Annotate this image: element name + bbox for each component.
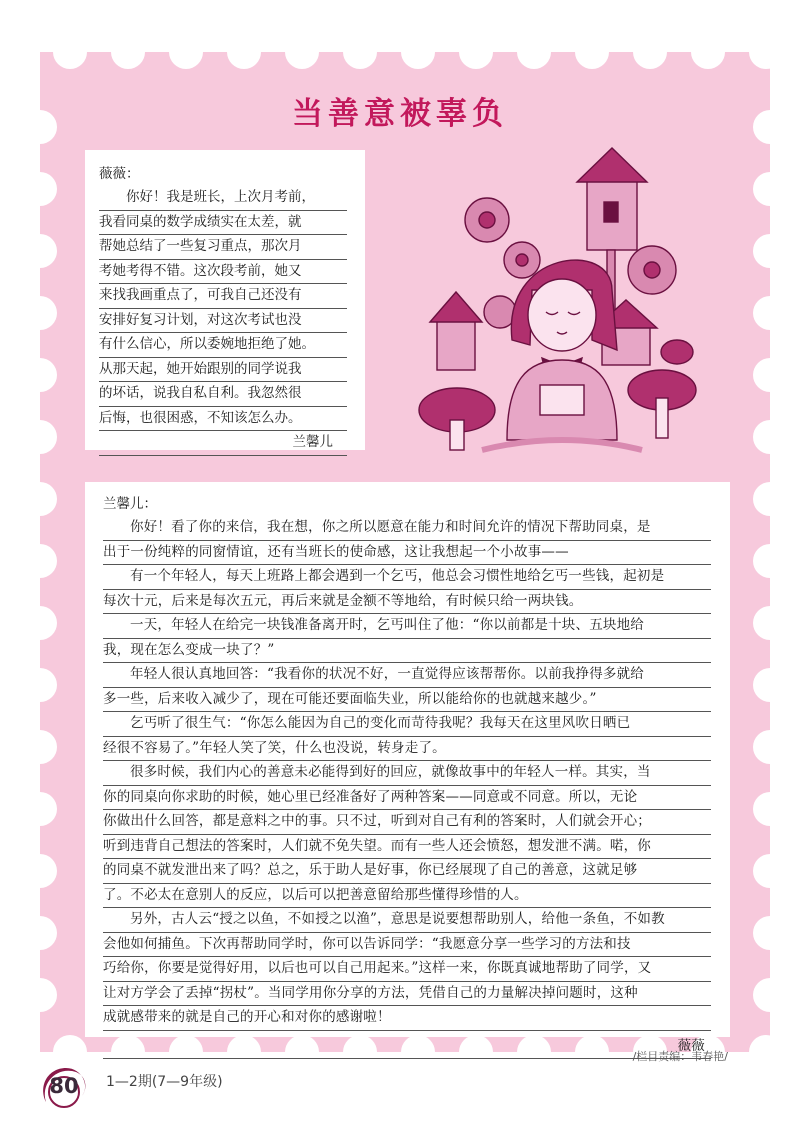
perforation xyxy=(753,482,787,516)
letter1-line: 我看同桌的数学成绩实在太差，就 xyxy=(99,211,347,236)
perforation xyxy=(227,35,261,69)
column-editor: /栏目责编：韦春艳/ xyxy=(632,1050,728,1063)
letter1-line: 考她考得不错。这次段考前，她又 xyxy=(99,260,347,285)
letter2-line: 年轻人很认真地回答：“我看你的状况不好，一直觉得应该帮帮你。以前我挣得多就给 xyxy=(103,663,711,688)
page-number-badge xyxy=(38,1062,90,1114)
perforation xyxy=(23,854,57,888)
letter1-line: 有什么信心，所以委婉地拒绝了她。 xyxy=(99,333,347,358)
letter2-line: 多一些，后来收入减少了，现在可能还要面临失业，所以能给你的也就越来越少。” xyxy=(103,688,711,713)
letter2-line: 我，现在怎么变成一块了？” xyxy=(103,639,711,664)
perforation xyxy=(23,606,57,640)
perforation xyxy=(459,35,493,69)
letter2-line: 你好！看了你的来信，我在想，你之所以愿意在能力和时间允许的情况下帮助同桌，是 xyxy=(103,516,711,541)
perforation xyxy=(753,358,787,392)
perforation xyxy=(23,482,57,516)
letter2-salutation: 兰馨儿： xyxy=(103,496,157,512)
perforation xyxy=(23,420,57,454)
perforation xyxy=(753,234,787,268)
letter2-line: 听到违背自己想法的答案时，人们就不免失望。而有一些人还会愤怒，想发泄不满。喏，你 xyxy=(103,835,711,860)
perforation xyxy=(753,606,787,640)
letter-from-lanxiner xyxy=(85,150,365,450)
letter1-line: 安排好复习计划，对这次考试也没 xyxy=(99,309,347,334)
letter1-line: 后悔，也很困惑，不知该怎么办。 xyxy=(99,407,347,432)
letter2-line: 成就感带来的就是自己的开心和对你的感谢啦！ xyxy=(103,1006,711,1031)
issue-label: 1—2期(7—9年级) xyxy=(106,1074,223,1090)
perforation xyxy=(23,172,57,206)
perforation xyxy=(343,35,377,69)
page-number: 80 xyxy=(49,1074,79,1098)
perforation xyxy=(111,35,145,69)
perforation xyxy=(169,35,203,69)
page-title: 当善意被辜负 xyxy=(292,96,508,132)
letter2-line: 了。不必太在意别人的反应，以后可以把善意留给那些懂得珍惜的人。 xyxy=(103,884,711,909)
letter1-line: 的坏话，说我自私自利。我忽然很 xyxy=(99,382,347,407)
letter2-line: 让对方学会了丢掉“拐杖”。当同学用你分享的方法，凭借自己的力量解决掉问题时，这种 xyxy=(103,982,711,1007)
perforation xyxy=(23,358,57,392)
perforation xyxy=(753,172,787,206)
perforation xyxy=(23,978,57,1012)
letter2-line: 乞丐听了很生气：“你怎么能因为自己的变化而苛待我呢？我每天在这里风吹日晒已 xyxy=(103,712,711,737)
letter2-body xyxy=(103,516,716,1031)
perforation xyxy=(753,420,787,454)
letter2-line: 巧给你，你要是觉得好用，以后也可以自己用起来。”这样一来，你既真诚地帮助了同学，又 xyxy=(103,957,711,982)
letter1-body xyxy=(99,186,355,431)
perforation xyxy=(753,730,787,764)
perforation xyxy=(53,35,87,69)
perforation xyxy=(23,234,57,268)
perforation xyxy=(691,35,725,69)
letter1-salutation: 薇薇： xyxy=(99,166,140,182)
perforation xyxy=(753,854,787,888)
letter2-line: 一天，年轻人在给完一块钱准备离开时，乞丐叫住了他：“你以前都是十块、五块地给 xyxy=(103,614,711,639)
letter2-line: 的同桌不就发泄出来了吗？总之，乐于助人是好事，你已经展现了自己的善意，这就足够 xyxy=(103,859,711,884)
letter1-line: 你好！我是班长，上次月考前， xyxy=(99,186,347,211)
perforation xyxy=(23,668,57,702)
perforation xyxy=(575,35,609,69)
perforation xyxy=(753,916,787,950)
perforation xyxy=(749,35,783,69)
perforation xyxy=(753,668,787,702)
letter1-line: 从那天起，她开始跟别的同学说我 xyxy=(99,358,347,383)
letter2-signature: 薇薇 xyxy=(103,1035,711,1060)
letter2-line: 经很不容易了。”年轻人笑了笑，什么也没说，转身走了。 xyxy=(103,737,711,762)
letter2-line: 有一个年轻人，每天上班路上都会遇到一个乞丐，他总会习惯性地给乞丐一些钱，起初是 xyxy=(103,565,711,590)
letter2-line: 每次十元，后来是每次五元，再后来就是金额不等地给，有时候只给一两块钱。 xyxy=(103,590,711,615)
perforation xyxy=(749,1035,783,1069)
perforation xyxy=(753,296,787,330)
letter1-signature: 兰馨儿 xyxy=(99,431,347,456)
perforation xyxy=(285,35,319,69)
letter2-line: 另外，古人云“授之以鱼，不如授之以渔”，意思是说要想帮助别人，给他一条鱼，不如教 xyxy=(103,908,711,933)
letter-from-weiwei xyxy=(85,482,730,1054)
perforation xyxy=(517,35,551,69)
perforation xyxy=(23,730,57,764)
letter1-line: 帮她总结了一些复习重点，那次月 xyxy=(99,235,347,260)
letter2-line: 出于一份纯粹的同窗情谊，还有当班长的使命感，这让我想起一个小故事—— xyxy=(103,541,711,566)
perforation xyxy=(753,978,787,1012)
perforation xyxy=(401,35,435,69)
perforation xyxy=(753,544,787,578)
perforation xyxy=(23,792,57,826)
girl-illustration xyxy=(412,140,712,460)
letter2-line: 很多时候，我们内心的善意未必能得到好的回应，就像故事中的年轻人一样。其实，当 xyxy=(103,761,711,786)
letter2-line: 会他如何捕鱼。下次再帮助同学时，你可以告诉同学：“我愿意分享一些学习的方法和技 xyxy=(103,933,711,958)
letter1-line: 来找我画重点了，可我自己还没有 xyxy=(99,284,347,309)
perforation xyxy=(633,35,667,69)
perforation xyxy=(753,792,787,826)
perforation xyxy=(23,296,57,330)
perforation xyxy=(23,544,57,578)
perforation xyxy=(23,916,57,950)
letter2-line: 你的同桌向你求助的时候，她心里已经准备好了两种答案——同意或不同意。所以，无论 xyxy=(103,786,711,811)
letter2-line: 你做出什么回答，都是意料之中的事。只不过，听到对自己有利的答案时，人们就会开心； xyxy=(103,810,711,835)
